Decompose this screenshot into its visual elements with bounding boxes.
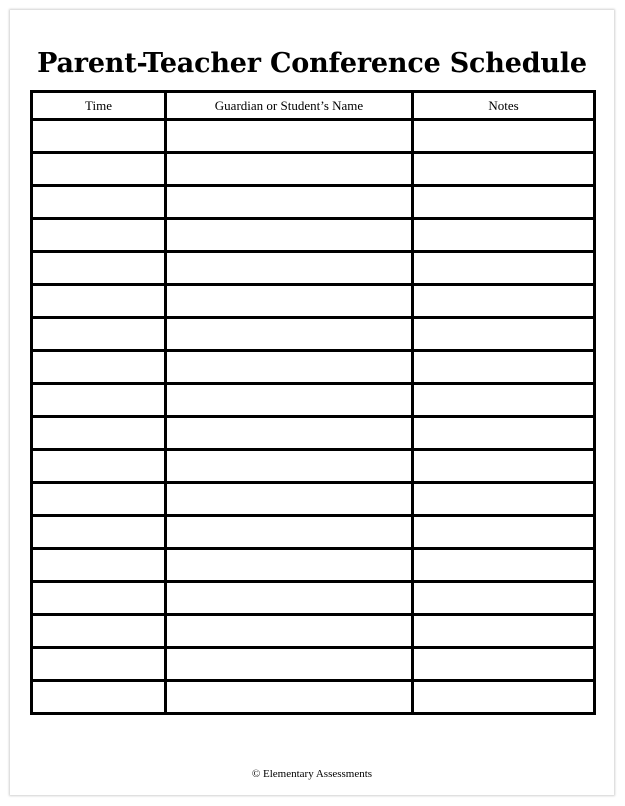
name-cell: [166, 483, 413, 516]
notes-cell: [413, 615, 595, 648]
table-row: [32, 252, 595, 285]
table-row: [32, 285, 595, 318]
page-title: Parent-Teacher Conference Schedule: [37, 48, 587, 79]
table-body: [32, 120, 595, 714]
document-page: [10, 10, 614, 795]
notes-cell: [413, 417, 595, 450]
name-cell: [166, 219, 413, 252]
time-cell: [32, 549, 166, 582]
time-cell: [32, 219, 166, 252]
column-header-time: Time: [32, 92, 166, 120]
notes-cell: [413, 120, 595, 153]
time-cell: [32, 450, 166, 483]
table-row: [32, 483, 595, 516]
notes-cell: [413, 549, 595, 582]
name-cell: [166, 285, 413, 318]
name-cell: [166, 582, 413, 615]
table-row: [32, 186, 595, 219]
name-cell: [166, 516, 413, 549]
name-cell: [166, 417, 413, 450]
name-cell: [166, 318, 413, 351]
name-cell: [166, 450, 413, 483]
table-row: [32, 615, 595, 648]
table-row: [32, 318, 595, 351]
notes-cell: [413, 384, 595, 417]
column-header-notes: Notes: [413, 92, 595, 120]
notes-cell: [413, 483, 595, 516]
table-row: [32, 549, 595, 582]
notes-cell: [413, 186, 595, 219]
notes-cell: [413, 582, 595, 615]
column-header-name: Guardian or Student’s Name: [166, 92, 413, 120]
time-cell: [32, 516, 166, 549]
table-row: [32, 681, 595, 714]
table-row: [32, 384, 595, 417]
table-row: [32, 516, 595, 549]
time-cell: [32, 648, 166, 681]
name-cell: [166, 120, 413, 153]
schedule-table: [30, 90, 596, 715]
table-row: [32, 582, 595, 615]
time-cell: [32, 285, 166, 318]
time-cell: [32, 615, 166, 648]
notes-cell: [413, 285, 595, 318]
notes-cell: [413, 252, 595, 285]
name-cell: [166, 186, 413, 219]
table-row: [32, 153, 595, 186]
name-cell: [166, 648, 413, 681]
name-cell: [166, 351, 413, 384]
table-row: [32, 450, 595, 483]
time-cell: [32, 417, 166, 450]
copyright-footer: © Elementary Assessments: [251, 768, 373, 780]
name-cell: [166, 153, 413, 186]
time-cell: [32, 120, 166, 153]
name-cell: [166, 681, 413, 714]
time-cell: [32, 483, 166, 516]
notes-cell: [413, 648, 595, 681]
time-cell: [32, 186, 166, 219]
table-row: [32, 219, 595, 252]
time-cell: [32, 153, 166, 186]
time-cell: [32, 681, 166, 714]
table-row: [32, 120, 595, 153]
table-header-row: [32, 92, 595, 120]
table-row: [32, 351, 595, 384]
name-cell: [166, 384, 413, 417]
table-row: [32, 417, 595, 450]
notes-cell: [413, 153, 595, 186]
time-cell: [32, 582, 166, 615]
notes-cell: [413, 681, 595, 714]
notes-cell: [413, 318, 595, 351]
notes-cell: [413, 351, 595, 384]
name-cell: [166, 615, 413, 648]
time-cell: [32, 252, 166, 285]
name-cell: [166, 252, 413, 285]
time-cell: [32, 384, 166, 417]
time-cell: [32, 318, 166, 351]
notes-cell: [413, 219, 595, 252]
name-cell: [166, 549, 413, 582]
table-row: [32, 648, 595, 681]
notes-cell: [413, 450, 595, 483]
time-cell: [32, 351, 166, 384]
notes-cell: [413, 516, 595, 549]
